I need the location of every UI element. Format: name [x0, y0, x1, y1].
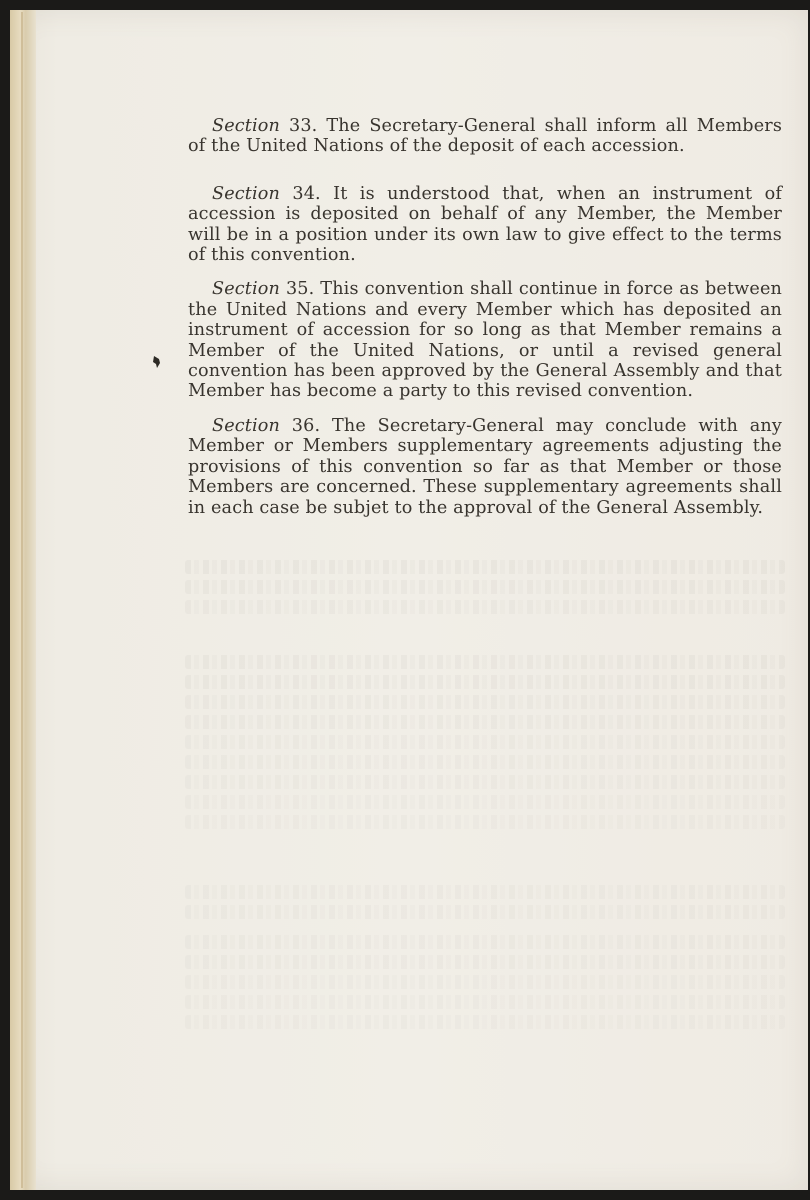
show-through-line [185, 695, 785, 709]
show-through-line [185, 795, 785, 809]
binding-crease [21, 12, 23, 1188]
section-34-text: 34. It is understood that, when an instrument of accession is deposited on behalf of any Member, the Member will be in a position under its own law to give effect to the terms of this convention. [188, 183, 782, 266]
ink-speck [152, 356, 161, 368]
section-label: Section [212, 183, 280, 204]
show-through-line [185, 905, 785, 919]
show-through-line [185, 600, 785, 614]
section-33-text: 33. The Secretary-General shall inform all Members of the United Nations of the deposit of each accession. [188, 116, 782, 157]
show-through-line [185, 995, 785, 1009]
section-33-paragraph [188, 116, 782, 157]
section-label: Section [212, 116, 280, 136]
section-36-text: 36. The Secretary-General may conclude with any Member or Members supplementary agreements adjusting the provisions of this convention so far as that Member or those Members are concerned. These supplementary agreements shall in each case be subjet to the approval of the General Assembly. [188, 415, 782, 518]
document-body [188, 116, 782, 518]
show-through-line [185, 885, 785, 899]
show-through-line [185, 755, 785, 769]
section-35-text: 35. This convention shall continue in force as between the United Nations and every Member which has deposited an instrument of accession for so long as that Member remains a Member of the United Nations, or until a revised general convention has been approved by the General Assembly and that Member has become a party to this revised convention. [188, 279, 782, 402]
section-label: Section [212, 279, 280, 300]
show-through-line [185, 735, 785, 749]
show-through-line [185, 935, 785, 949]
show-through-line [185, 975, 785, 989]
show-through-line [185, 815, 785, 829]
show-through-line [185, 715, 785, 729]
show-through-line [185, 955, 785, 969]
section-35-paragraph [188, 279, 782, 401]
show-through-line [185, 580, 785, 594]
show-through-line [185, 560, 785, 574]
show-through-line [185, 675, 785, 689]
show-through-line [185, 655, 785, 669]
show-through-line [185, 775, 785, 789]
show-through-line [185, 1015, 785, 1029]
section-label: Section [212, 415, 280, 436]
section-36-paragraph [188, 416, 782, 518]
page-binding-edge [10, 10, 36, 1190]
section-34-paragraph [188, 184, 782, 266]
